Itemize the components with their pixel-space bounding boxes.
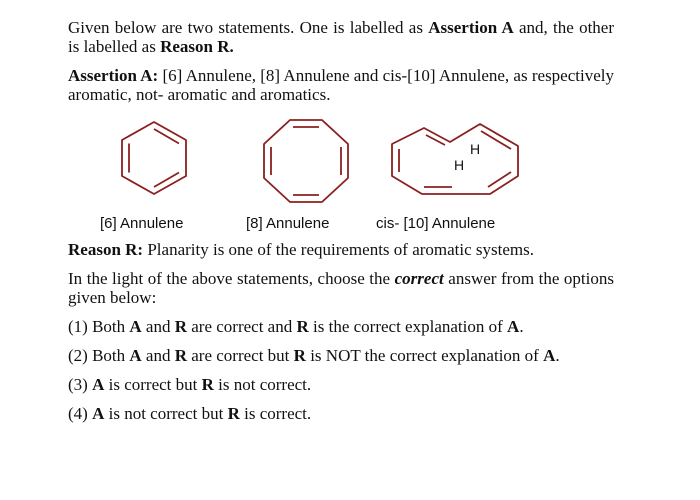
option-2-bold-c: R xyxy=(293,346,306,365)
annulene-10-label: cis- [10] Annulene xyxy=(376,215,496,232)
annulene-figure xyxy=(68,114,614,234)
option-1-bold-b: R xyxy=(174,317,187,336)
option-3-bold-a: A xyxy=(92,375,105,394)
option-4-bold-b: R xyxy=(227,404,240,423)
option-2-period: . xyxy=(555,346,560,365)
option-1-text-c: are correct and xyxy=(191,317,293,336)
question-prefix: In the light of the above statements, choose the xyxy=(68,269,391,288)
option-1-text-a: Both xyxy=(92,317,126,336)
question-emphasis: correct xyxy=(394,269,444,288)
option-2-number: (2) xyxy=(68,346,88,365)
cis-10-annulene-structure xyxy=(386,114,526,210)
option-2-text-a: Both xyxy=(92,346,126,365)
reason-label: Reason R: xyxy=(68,240,144,259)
benzene-structure xyxy=(114,114,194,210)
option-2-bold-a: A xyxy=(129,346,142,365)
hydrogen-label-inner: H xyxy=(454,157,465,173)
option-1-number: (1) xyxy=(68,317,88,336)
intro-reason-label: Reason R. xyxy=(160,37,234,56)
hydrogen-label-outer: H xyxy=(470,141,481,157)
option-1-bold-a: A xyxy=(129,317,142,336)
assertion-label: Assertion A: xyxy=(68,66,159,85)
option-1-bold-d: A xyxy=(507,317,520,336)
option-1-bold-c: R xyxy=(296,317,309,336)
intro-prefix: Given below are two statements. One is labelled as xyxy=(68,18,423,37)
option-4-text-a: is not correct but xyxy=(108,404,224,423)
option-2-bold-b: R xyxy=(174,346,187,365)
option-2[interactable] xyxy=(68,346,614,365)
option-1-text-b: and xyxy=(145,317,171,336)
intro-assertion-label: Assertion A xyxy=(428,18,514,37)
intro-middle: and, the other is labelled as xyxy=(68,18,615,56)
option-3-number: (3) xyxy=(68,375,88,394)
reason-paragraph xyxy=(68,240,614,259)
annulene-6-label: [6] Annulene xyxy=(100,215,184,232)
option-2-text-d: is NOT the correct explanation of xyxy=(310,346,539,365)
option-3[interactable] xyxy=(68,375,614,394)
option-4[interactable] xyxy=(68,404,614,423)
option-1-period: . xyxy=(519,317,524,336)
question-suffix: answer from the options given below: xyxy=(68,269,614,307)
option-1-text-d: is the correct explanation of xyxy=(313,317,503,336)
question-content xyxy=(68,18,614,433)
option-4-bold-a: A xyxy=(92,404,105,423)
option-3-text-b: is not correct. xyxy=(218,375,312,394)
reason-text: Planarity is one of the requirements of aromatic systems. xyxy=(147,240,534,259)
intro-paragraph xyxy=(68,18,614,56)
option-4-number: (4) xyxy=(68,404,88,423)
cyclooctatetraene-structure xyxy=(256,114,356,210)
option-2-text-c: are correct but xyxy=(191,346,290,365)
option-3-bold-b: R xyxy=(201,375,214,394)
option-3-text-a: is correct but xyxy=(108,375,198,394)
option-4-text-b: is correct. xyxy=(244,404,312,423)
question-paragraph xyxy=(68,269,614,307)
option-2-bold-d: A xyxy=(543,346,556,365)
option-1[interactable] xyxy=(68,317,614,336)
assertion-text: [6] Annulene, [8] Annulene and cis-[10] Annulene, as respectively aromatic, not- aromatic and aromatics. xyxy=(68,66,614,104)
option-2-text-b: and xyxy=(145,346,171,365)
annulene-8-label: [8] Annulene xyxy=(246,215,330,232)
assertion-paragraph xyxy=(68,66,614,104)
